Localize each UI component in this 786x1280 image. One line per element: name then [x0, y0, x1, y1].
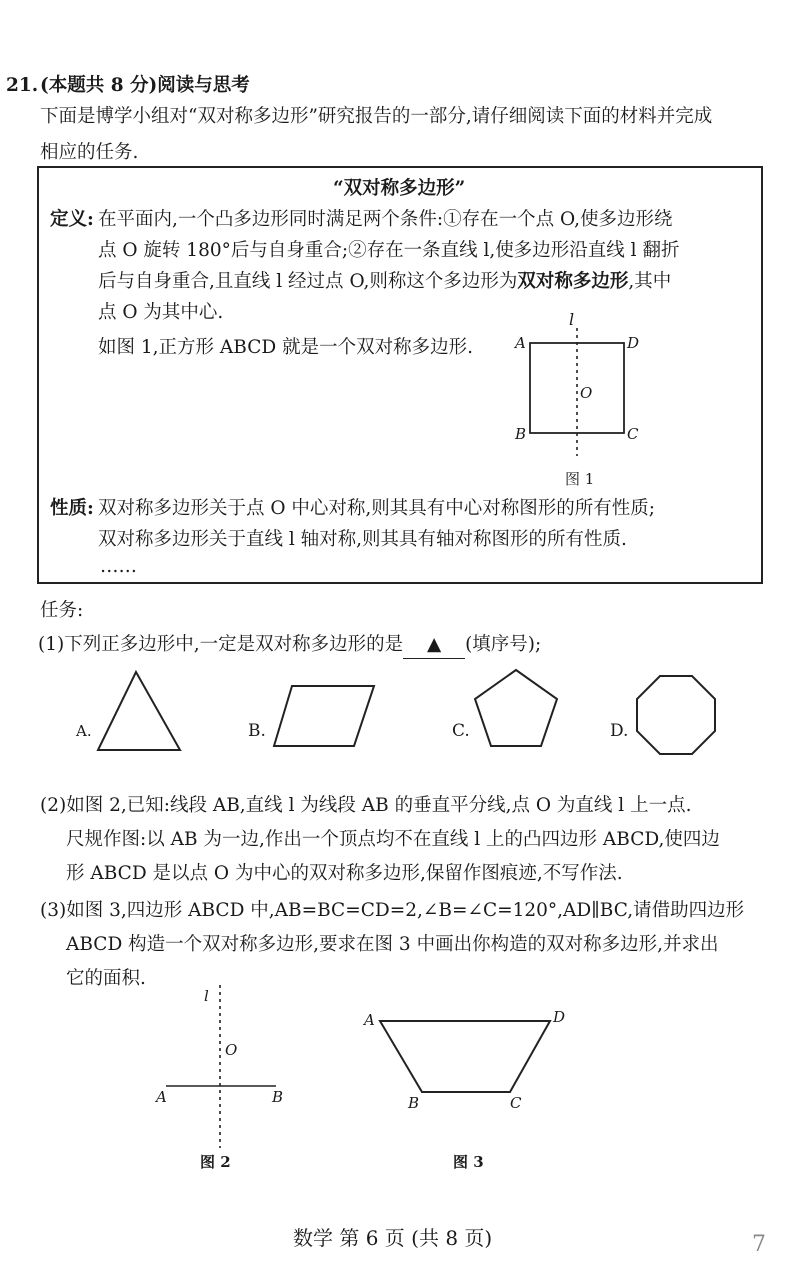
label-c: C — [627, 425, 639, 443]
label-b: B — [515, 425, 527, 443]
property-label: 性质: — [50, 498, 94, 519]
figure-2-caption: 图 2 — [200, 1153, 231, 1171]
figure-1 — [505, 308, 655, 490]
example-text: 如图 1,正方形 ABCD 就是一个双对称多边形. — [98, 337, 473, 358]
task-1 — [38, 632, 541, 659]
box-title: “双对称多边形” — [333, 178, 466, 199]
option-a-label: A. — [76, 722, 92, 740]
definition-line-2: 点 O 旋转 180°后与自身重合;②存在一条直线 l,使多边形沿直线 l 翻折 — [98, 240, 680, 261]
label-o: O — [580, 384, 593, 402]
property-line-1: 双对称多边形关于点 O 中心对称,则其具有中心对称图形的所有性质; — [98, 498, 656, 519]
fig2-label-o: O — [225, 1041, 238, 1059]
option-b-label: B. — [248, 721, 266, 741]
intro-line-2: 相应的任务. — [40, 142, 139, 163]
option-c-label: C. — [452, 721, 470, 741]
definition-line-4: 点 O 为其中心. — [98, 302, 224, 323]
parallelogram-shape — [274, 686, 374, 746]
pentagon-shape — [475, 670, 557, 746]
question-number: 21. — [6, 75, 39, 96]
fig2-label-l: l — [204, 987, 209, 1005]
figure-1-caption: 图 1 — [565, 470, 595, 488]
octagon-shape — [637, 676, 715, 754]
task-2-line-1: (2)如图 2,已知:线段 AB,直线 l 为线段 AB 的垂直平分线,点 O 为直线 l 上一点. — [40, 795, 692, 816]
tasks-label: 任务: — [40, 600, 84, 621]
label-a: A — [515, 334, 526, 352]
trapezoid-abcd — [380, 1021, 550, 1092]
fig3-label-c: C — [510, 1094, 522, 1112]
task-2-line-2: 尺规作图:以 AB 为一边,作出一个顶点均不在直线 l 上的凸四边形 ABCD,使四边 — [66, 829, 720, 850]
definition-line-3-c: ,其中 — [628, 271, 672, 292]
definition-label: 定义: — [50, 209, 94, 230]
task-1-suffix: (填序号); — [465, 634, 542, 655]
options-row — [60, 662, 760, 762]
task-3-line-1: (3)如图 3,四边形 ABCD 中,AB=BC=CD=2,∠B=∠C=120°,AD∥BC,请借助四边形 — [40, 900, 745, 921]
fig3-label-b: B — [408, 1094, 420, 1112]
definition-line-3-a: 后与自身重合,且直线 l 经过点 O,则称这个多边形为 — [98, 271, 518, 292]
figure-3-caption: 图 3 — [453, 1153, 484, 1171]
fig3-label-d: D — [553, 1008, 566, 1026]
figure-2 — [150, 985, 300, 1180]
triangle-shape — [98, 672, 180, 750]
intro-line-1: 下面是博学小组对“双对称多边形”研究报告的一部分,请仔细阅读下面的材料并完成 — [40, 106, 713, 127]
label-d: D — [627, 334, 640, 352]
task-2-line-3: 形 ABCD 是以点 O 为中心的双对称多边形,保留作图痕迹,不写作法. — [66, 863, 623, 884]
corner-mark: 7 — [752, 1232, 766, 1257]
figure-3 — [358, 1005, 588, 1175]
answer-blank: ▲ — [403, 632, 465, 659]
task-3-line-3: 它的面积. — [66, 968, 146, 989]
task-1-text: (1)下列正多边形中,一定是双对称多边形的是 — [38, 634, 404, 655]
option-d-label: D. — [610, 721, 629, 741]
fig3-label-a: A — [364, 1011, 375, 1029]
ellipsis: …… — [100, 556, 137, 577]
definition-line-3 — [98, 269, 671, 295]
label-l: l — [569, 310, 575, 329]
fig2-label-a: A — [156, 1088, 167, 1106]
definition-line-1: 在平面内,一个凸多边形同时满足两个条件:①存在一个点 O,使多边形绕 — [98, 209, 673, 230]
task-3-line-2: ABCD 构造一个双对称多边形,要求在图 3 中画出你构造的双对称多边形,并求出 — [66, 934, 719, 955]
page-footer: 数学 第 6 页 (共 8 页) — [293, 1226, 493, 1250]
question-header: (本题共 8 分)阅读与思考 — [40, 75, 250, 96]
term-double-symmetric: 双对称多边形 — [517, 271, 629, 292]
fig2-label-b: B — [272, 1088, 284, 1106]
property-line-2: 双对称多边形关于直线 l 轴对称,则其具有轴对称图形的所有性质. — [98, 529, 627, 550]
